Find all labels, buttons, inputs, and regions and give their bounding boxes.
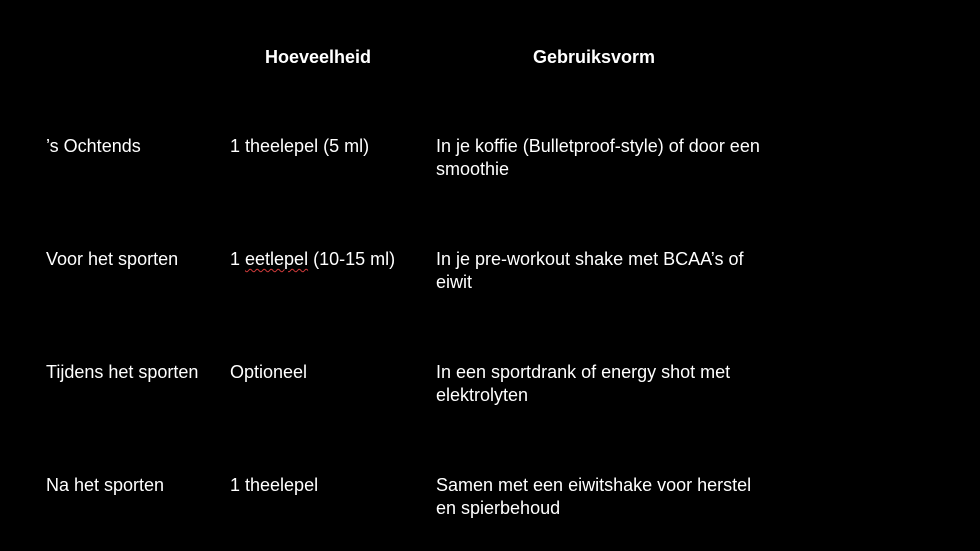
amount-cell: 1 theelepel (5 ml): [230, 136, 370, 156]
amount-cell: Optioneel: [230, 362, 308, 382]
header-amount: Hoeveelheid: [265, 47, 372, 67]
table-row-morning: [0, 135, 980, 195]
spellcheck-word[interactable]: eetlepel: [245, 249, 309, 269]
table-row-before-sport: [0, 248, 980, 308]
amount-cell: [230, 248, 425, 271]
table-row-after-sport: [0, 474, 980, 534]
usage-cell: Samen met een eiwitshake voor herstel en spierbehoud: [436, 475, 752, 518]
time-cell: Na het sporten: [46, 475, 165, 495]
time-cell: Voor het sporten: [46, 249, 179, 269]
time-cell: Tijdens het sporten: [46, 362, 199, 382]
amount-prefix: 1: [230, 249, 246, 269]
usage-cell: In een sportdrank of energy shot met elektrolyten: [436, 362, 731, 405]
time-cell: ’s Ochtends: [46, 136, 141, 156]
table-row-during-sport: [0, 361, 980, 421]
amount-cell: 1 theelepel: [230, 475, 319, 495]
usage-cell: In je koffie (Bulletproof-style) of door een smoothie: [436, 136, 760, 179]
header-usage-form: Gebruiksvorm: [533, 47, 656, 67]
usage-cell: In je pre-workout shake met BCAA’s of eiwit: [436, 249, 744, 292]
amount-suffix: (10-15 ml): [308, 249, 396, 269]
